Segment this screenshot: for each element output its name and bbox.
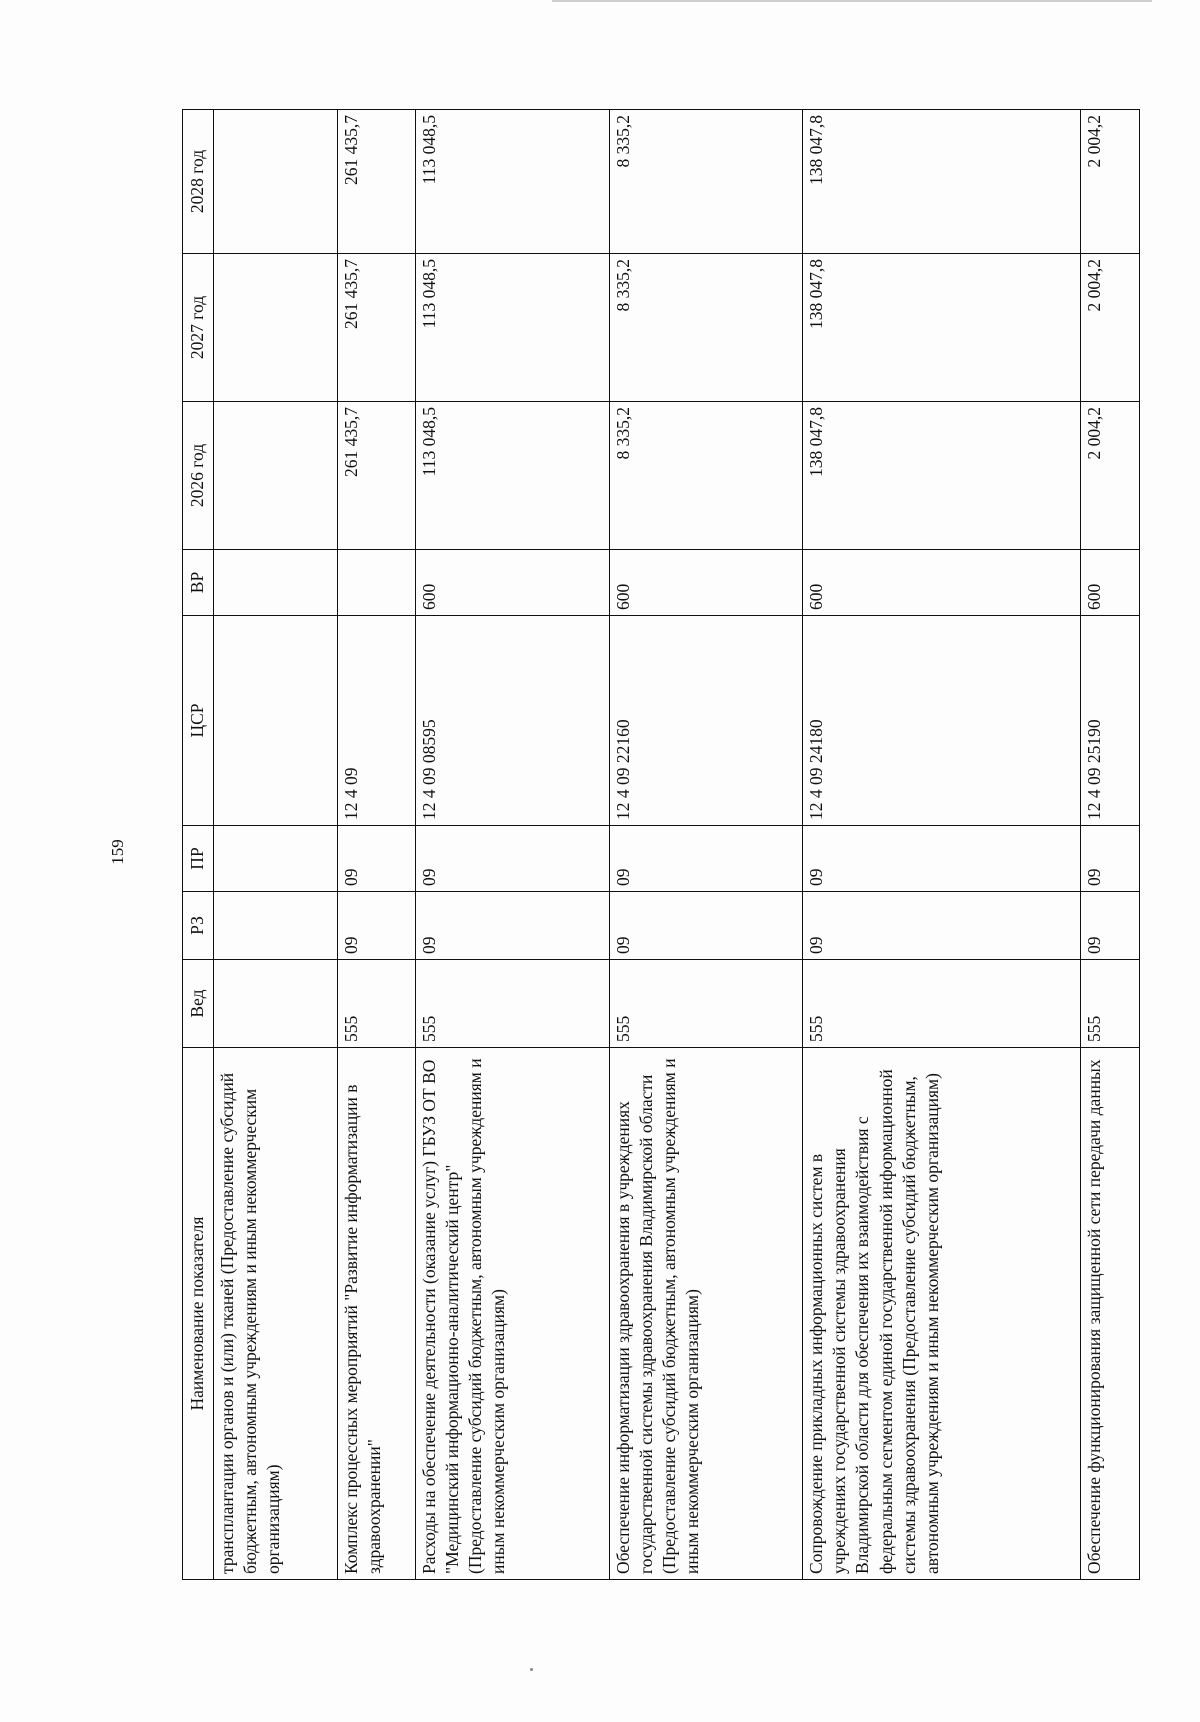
row-pr: 09 (338, 826, 416, 892)
row-2028: 261 435,7 (338, 110, 416, 254)
row-ved: 555 (803, 960, 1081, 1048)
header-csr: ЦСР (183, 616, 214, 826)
row-2028: 8 335,2 (609, 110, 803, 254)
row-vr: 600 (609, 550, 803, 616)
row-pr: 09 (1081, 826, 1140, 892)
page-top-rule (552, 0, 1152, 2)
row-name: Расходы на обеспечение деятельности (оказание услуг) ГБУЗ ОТ ВО "Медицинский информационно-аналитический центр" (Предоставление субсидий бюджетным, автономным учреждениям и иным некоммерческим организациям) (416, 1048, 610, 1580)
header-2027: 2027 год (183, 254, 214, 402)
row-2027: 8 335,2 (609, 254, 803, 402)
row-rz (214, 892, 338, 960)
row-2026: 2 004,2 (1081, 402, 1140, 550)
header-name: Наименование показателя (183, 1048, 214, 1580)
row-2028: 138 047,8 (803, 110, 1081, 254)
row-name: Обеспечение информатизации здравоохранения в учреждениях государственной системы здравоохранения Владимирской области (Предоставление субсидий бюджетным, автономным учреждениям и иным некоммерческим организациям) (609, 1048, 803, 1580)
row-vr (338, 550, 416, 616)
table-row (609, 110, 803, 1580)
row-rz: 09 (416, 892, 610, 960)
row-2026 (214, 402, 338, 550)
row-2028 (214, 110, 338, 254)
row-ved: 555 (1081, 960, 1140, 1048)
row-rz: 09 (803, 892, 1081, 960)
rotated-table-frame (182, 110, 1140, 1580)
row-vr: 600 (416, 550, 610, 616)
row-csr (214, 616, 338, 826)
row-ved: 555 (416, 960, 610, 1048)
row-2026: 138 047,8 (803, 402, 1081, 550)
table-row (338, 110, 416, 1580)
row-pr: 09 (803, 826, 1081, 892)
row-name: Сопровождение прикладных информационных систем в учреждениях государственной системы здравоохранения Владимирской области для обеспечения их взаимодействия с федеральным сегментом единой государственной информационной системы здравоохранения (Предоставление субсидий бюджетным, автономным учреждениям и иным некоммерческим организациям) (803, 1048, 1081, 1580)
page-number: 159 (108, 839, 127, 865)
row-rz: 09 (1081, 892, 1140, 960)
scan-speck (530, 1668, 533, 1671)
row-csr: 12 4 09 22160 (609, 616, 803, 826)
row-2027: 2 004,2 (1081, 254, 1140, 402)
row-pr: 09 (609, 826, 803, 892)
row-rz: 09 (338, 892, 416, 960)
row-vr: 600 (1081, 550, 1140, 616)
row-name: трансплантации органов и (или) тканей (Предоставление субсидий бюджетным, автономным учреждениям и иным некоммерческим организациям) (214, 1048, 338, 1580)
header-2026: 2026 год (183, 402, 214, 550)
header-vr: ВР (183, 550, 214, 616)
header-2028: 2028 год (183, 110, 214, 254)
header-ved: Вед (183, 960, 214, 1048)
header-pr: ПР (183, 826, 214, 892)
row-name: Комплекс процессных мероприятий "Развитие информатизации в здравоохранении" (338, 1048, 416, 1580)
header-rz: РЗ (183, 892, 214, 960)
table-row (416, 110, 610, 1580)
row-csr: 12 4 09 08595 (416, 616, 610, 826)
row-vr: 600 (803, 550, 1081, 616)
row-2027 (214, 254, 338, 402)
row-ved: 555 (609, 960, 803, 1048)
budget-table (182, 109, 1140, 1580)
row-vr (214, 550, 338, 616)
table-row (214, 110, 338, 1580)
table-row (803, 110, 1081, 1580)
row-2026: 113 048,5 (416, 402, 610, 550)
row-2028: 2 004,2 (1081, 110, 1140, 254)
table-header-row (183, 110, 214, 1580)
row-pr (214, 826, 338, 892)
row-name: Обеспечение функционирования защищенной сети передачи данных (1081, 1048, 1140, 1580)
row-ved: 555 (338, 960, 416, 1048)
row-csr: 12 4 09 24180 (803, 616, 1081, 826)
table-row (1081, 110, 1140, 1580)
row-pr: 09 (416, 826, 610, 892)
row-2026: 261 435,7 (338, 402, 416, 550)
row-csr: 12 4 09 (338, 616, 416, 826)
row-2028: 113 048,5 (416, 110, 610, 254)
row-2026: 8 335,2 (609, 402, 803, 550)
row-2027: 113 048,5 (416, 254, 610, 402)
row-2027: 261 435,7 (338, 254, 416, 402)
row-csr: 12 4 09 25190 (1081, 616, 1140, 826)
row-ved (214, 960, 338, 1048)
row-rz: 09 (609, 892, 803, 960)
row-2027: 138 047,8 (803, 254, 1081, 402)
